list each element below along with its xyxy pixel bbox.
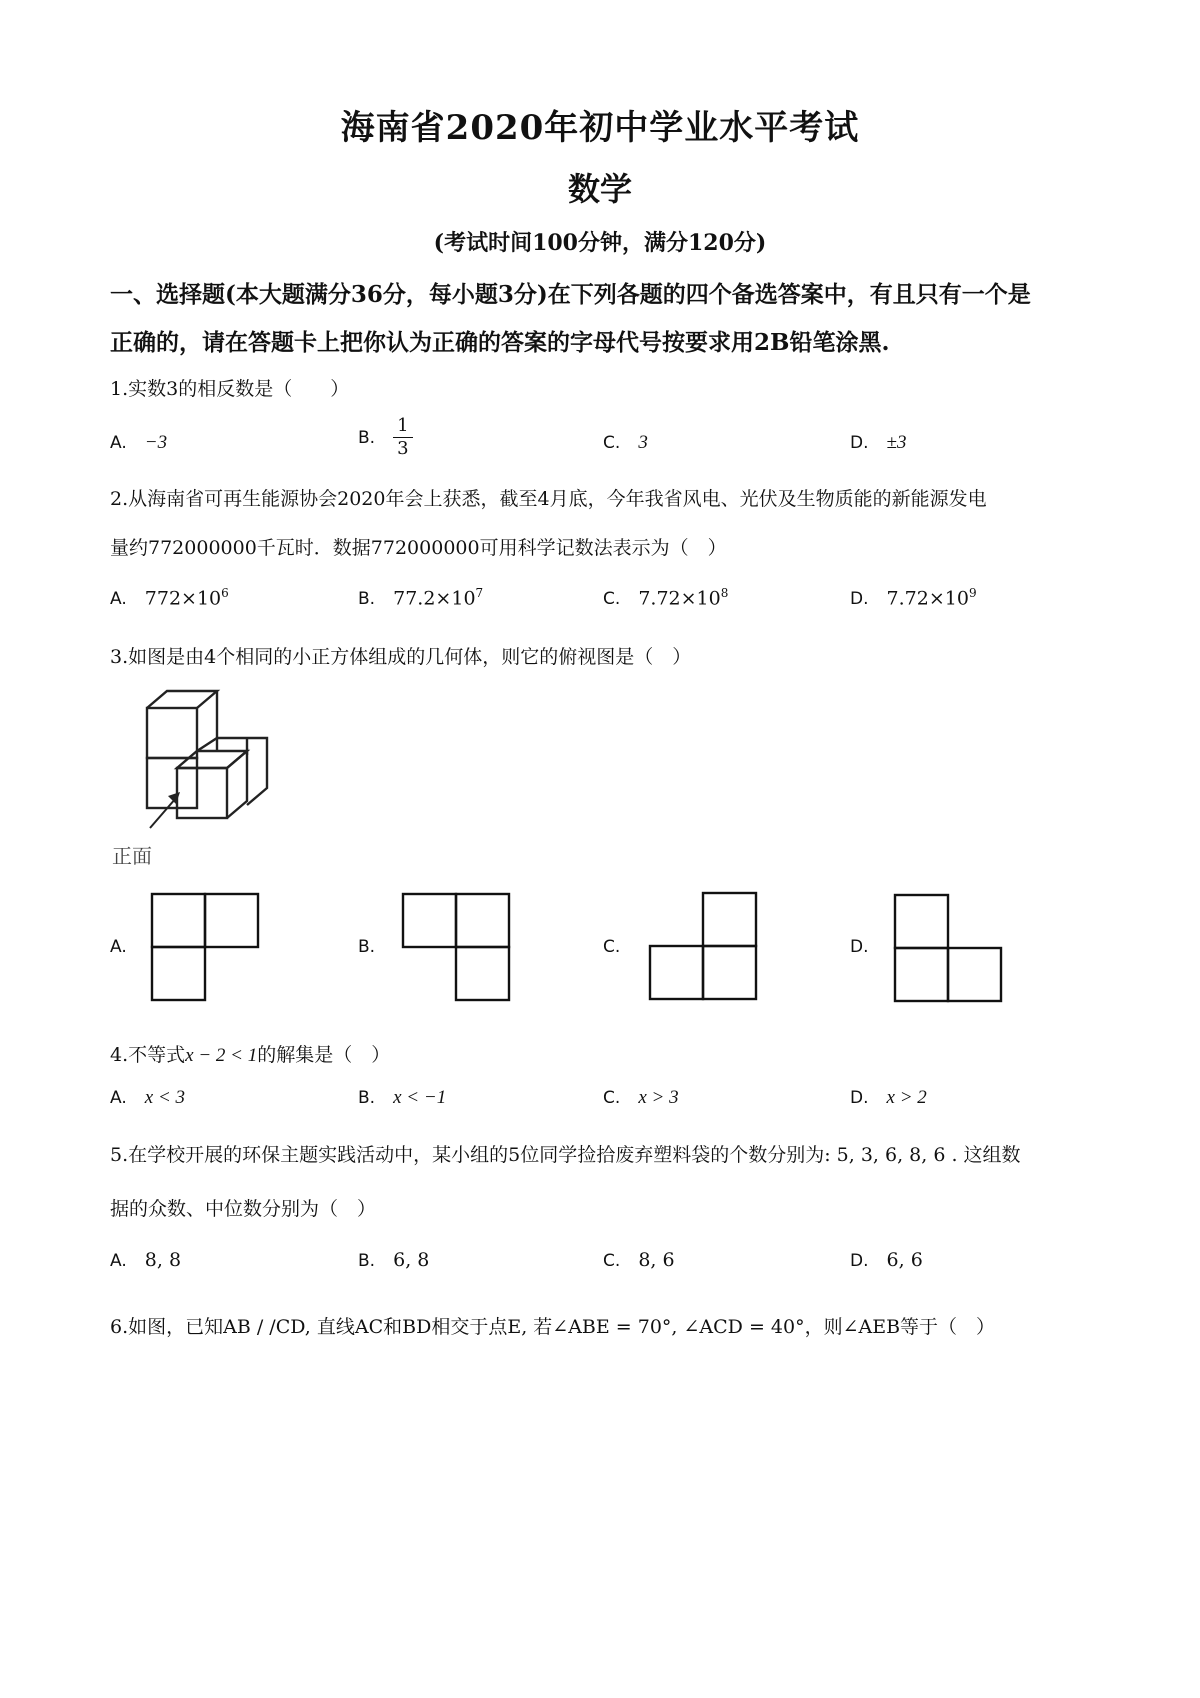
q2-option-b[interactable] (358, 586, 483, 609)
q3-option-c[interactable] (603, 935, 632, 957)
option-value: −3 (144, 432, 168, 453)
option-label: A. (110, 433, 127, 453)
question-1-stem: 1.实数3的相反数是（ ） (110, 378, 350, 400)
option-label: C. (603, 433, 621, 453)
exponent: 6 (221, 586, 229, 600)
q5-option-d[interactable] (850, 1249, 923, 1271)
q3-option-b[interactable] (358, 935, 387, 957)
question-5-stem-line1: 5.在学校开展的环保主题实践活动中，某小组的5位同学捡拾废弃塑料袋的个数分别为: 5, 3, 6, 8, 6 . 这组数 (110, 1144, 1021, 1166)
section-instructions-line1: 一、选择题(本大题满分36分，每小题3分)在下列各题的四个备选答案中，有且只有一个是 (110, 281, 1031, 308)
q5-option-a[interactable] (110, 1249, 181, 1271)
q2-option-d[interactable] (850, 586, 977, 609)
option-label: A. (110, 589, 127, 610)
option-value: 3 (638, 432, 648, 453)
exponent: 9 (968, 586, 977, 600)
stem-suffix: 的解集是（ ） (257, 1044, 391, 1066)
question-5-stem-line2: 据的众数、中位数分别为（ ） (110, 1198, 377, 1220)
option-label: D. (850, 1251, 869, 1271)
q4-option-d[interactable] (850, 1086, 927, 1109)
fraction (393, 415, 412, 460)
option-label: D. (850, 937, 869, 957)
option-label: D. (850, 589, 869, 610)
option-value: x > 3 (638, 1087, 679, 1108)
option-value: x > 2 (886, 1087, 927, 1108)
option-label: B. (358, 427, 376, 448)
exam-info: (考试时间100分钟，满分120分) (433, 230, 767, 256)
q5-option-b[interactable] (358, 1249, 429, 1271)
question-4-stem (110, 1040, 390, 1067)
option-value: 77.2×10 (393, 587, 476, 610)
option-value: x < 3 (144, 1087, 186, 1108)
q1-option-c[interactable] (603, 431, 648, 454)
numerator: 1 (393, 415, 412, 438)
option-label: A. (110, 1251, 127, 1271)
option-label: A. (110, 937, 127, 957)
section-instructions-line2: 正确的，请在答题卡上把你认为正确的答案的字母代号按要求用2B铅笔涂黑. (110, 329, 890, 356)
q2-option-c[interactable] (603, 586, 728, 609)
option-label: B. (358, 937, 376, 957)
option-label: B. (358, 1251, 376, 1271)
q4-option-c[interactable] (603, 1086, 679, 1109)
q1-option-b[interactable] (358, 415, 413, 460)
subject-title: 数学 (567, 170, 632, 208)
option-value: 8, 6 (638, 1249, 675, 1271)
q5-option-c[interactable] (603, 1249, 675, 1271)
option-label: C. (603, 1251, 621, 1271)
option-label: D. (850, 433, 869, 453)
question-2-stem-line2: 量约772000000千瓦时．数据772000000可用科学记数法表示为（ ） (110, 537, 727, 559)
option-label: B. (358, 1088, 376, 1108)
option-value: 7.72×10 (886, 587, 969, 610)
exam-title: 海南省2020年初中学业水平考试 (340, 108, 860, 148)
exponent: 8 (720, 586, 729, 600)
option-b-top-view (401, 892, 516, 1002)
option-value: 8, 8 (144, 1249, 182, 1271)
q3-option-a[interactable] (110, 935, 139, 957)
option-value: 772×10 (144, 587, 222, 610)
question-6-stem: 6.如图，已知AB / /CD, 直线AC和BD相交于点E, 若∠ABE = 70°, ∠ACD = 40°，则∠AEB等于（ ） (110, 1316, 996, 1338)
stem-inequality: x − 2 < 1 (185, 1045, 258, 1066)
option-label: D. (850, 1088, 869, 1108)
option-value: 6, 6 (886, 1249, 923, 1271)
q4-option-a[interactable] (110, 1086, 185, 1109)
q1-option-a[interactable] (110, 431, 167, 454)
option-value: ±3 (886, 432, 907, 453)
option-label: B. (358, 589, 376, 610)
option-c-top-view (648, 891, 763, 1003)
option-value: x < −1 (393, 1087, 447, 1108)
option-label: C. (603, 589, 621, 610)
exponent: 7 (475, 586, 484, 600)
q3-option-d[interactable] (850, 935, 881, 957)
option-label: A. (110, 1088, 127, 1108)
option-label: C. (603, 937, 621, 957)
denominator: 3 (397, 438, 409, 459)
option-value: 6, 8 (393, 1249, 430, 1271)
option-d-top-view (893, 893, 1008, 1003)
q1-option-d[interactable] (850, 431, 906, 454)
stem-prefix: 4.不等式 (110, 1044, 186, 1066)
option-a-top-view (150, 892, 265, 1002)
q4-option-b[interactable] (358, 1086, 446, 1109)
front-view-label: 正面 (112, 844, 152, 868)
q2-option-a[interactable] (110, 586, 229, 609)
question-2-stem-line1: 2.从海南省可再生能源协会2020年会上获悉，截至4月底，今年我省风电、光伏及生物质能的新能源发电 (110, 488, 987, 510)
question-3-stem: 3.如图是由4个相同的小正方体组成的几何体，则它的俯视图是（ ） (110, 646, 692, 668)
option-label: C. (603, 1088, 621, 1108)
option-value: 7.72×10 (638, 587, 721, 610)
